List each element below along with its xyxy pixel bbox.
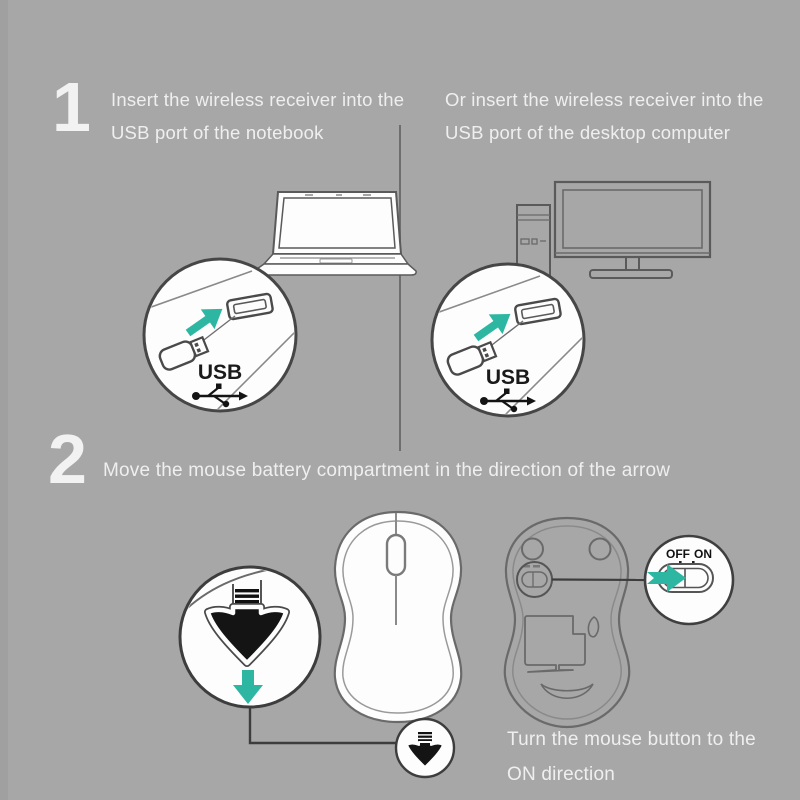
switch-on-label: ON — [694, 547, 712, 561]
onoff-zoom-circle — [645, 536, 733, 624]
step1-notebook-caption-line2: USB port of the notebook — [111, 122, 324, 143]
mouse-bottom-cluster — [495, 510, 740, 735]
step1-desktop-caption-line1: Or insert the wireless receiver into the — [445, 89, 764, 110]
usb-label: USB — [197, 361, 243, 384]
monitor-stand-base — [590, 270, 672, 278]
step1-desktop-caption-line2: USB port of the desktop computer — [445, 122, 731, 143]
step2-power-caption-line2: ON direction — [507, 764, 615, 785]
scroll-wheel — [387, 535, 405, 575]
step2-number: 2 — [48, 420, 85, 498]
callout-connector — [552, 580, 645, 581]
column-divider — [399, 125, 401, 451]
step1-number: 1 — [52, 68, 89, 146]
usb-label: USB — [485, 366, 531, 389]
battery-release-zoom-circle — [180, 567, 320, 707]
mouse-top-cluster — [165, 505, 470, 785]
mouse-bottom-view — [505, 518, 629, 727]
battery-release-small-circle — [396, 719, 454, 777]
usb-zoom-circle-desktop — [428, 260, 588, 420]
power-switch — [522, 565, 547, 587]
step1-notebook-caption — [111, 83, 404, 149]
battery-door — [525, 616, 585, 672]
battery-slot — [588, 617, 598, 637]
step2-power-caption-line1: Turn the mouse button to the — [507, 729, 756, 750]
step1-notebook-caption-line1: Insert the wireless receiver into the — [111, 89, 405, 110]
switch-off-label: OFF — [666, 547, 690, 561]
bottom-arc — [541, 684, 593, 698]
monitor-stand-neck — [626, 257, 639, 270]
monitor — [555, 182, 710, 257]
step1-desktop-caption — [445, 83, 764, 149]
step2-caption: Move the mouse battery compartment in the direction of the arrow — [103, 460, 671, 481]
step2-power-caption — [507, 722, 756, 792]
usb-zoom-circle-notebook — [140, 255, 300, 415]
left-edge-strip — [0, 0, 8, 800]
mouse-top-view — [335, 512, 461, 722]
